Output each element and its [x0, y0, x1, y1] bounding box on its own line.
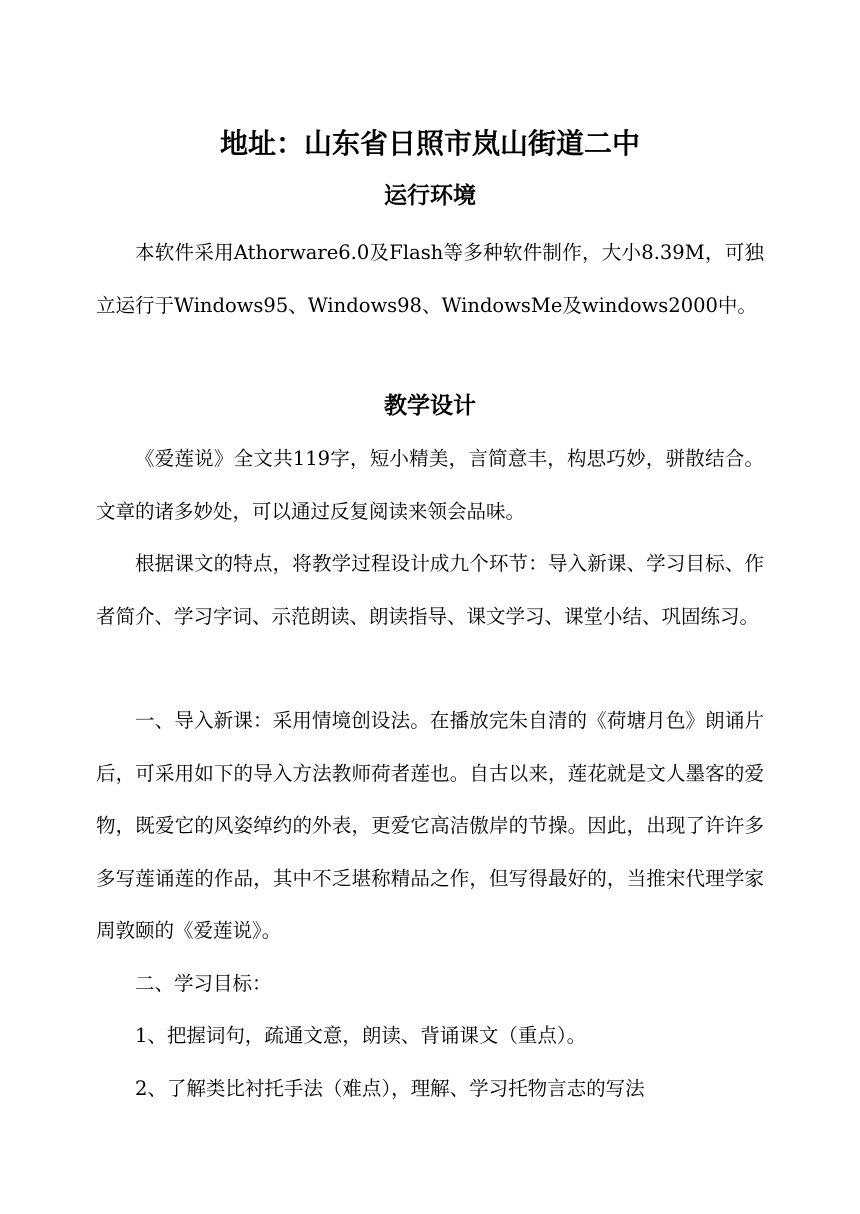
section-heading-runtime: 运行环境 [384, 183, 476, 209]
document-title: 地址：山东省日照市岚山街道二中 [219, 127, 640, 160]
paragraph-lesson-intro: 一、导入新课：采用情境创设法。在播放完朱自清的《荷塘月色》朗诵片后，可采用如下的导入方法教师荷者莲也。自古以来，莲花就是文人墨客的爱物，既爱它的风姿绰约的外表，更爱它高洁傲岸的节操。因此，出现了许许多多写莲诵莲的作品，其中不乏堪称精品之作，但写得最好的，当推宋代理学家周敦颐的《爱莲说》。 [96, 709, 764, 942]
paragraph-learning-goal-1: 1、把握词句，疏通文意，朗读、背诵课文（重点）。 [135, 1024, 587, 1047]
paragraph-teaching-steps: 根据课文的特点，将教学过程设计成九个环节：导入新课、学习目标、作者简介、学习字词、示范朗读、朗读指导、课文学习、课堂小结、巩固练习。 [96, 552, 764, 628]
paragraph-text-overview: 《爱莲说》全文共119字，短小精美，言简意丰，构思巧妙，骈散结合。文章的诸多妙处，可以通过反复阅读来领会品味。 [96, 447, 764, 523]
paragraph-learning-goal-2: 2、了解类比衬托手法（难点），理解、学习托物言志的写法 [135, 1077, 645, 1100]
paragraph-runtime-description: 本软件采用Athorware6.0及Flash等多种软件制作，大小8.39M，可独立运行于Windows95、Windows98、WindowsMe及windows2000中。 [96, 241, 764, 317]
paragraph-learning-goals-heading: 二、学习目标： [135, 972, 272, 995]
section-heading-teaching-design: 教学设计 [384, 393, 476, 419]
